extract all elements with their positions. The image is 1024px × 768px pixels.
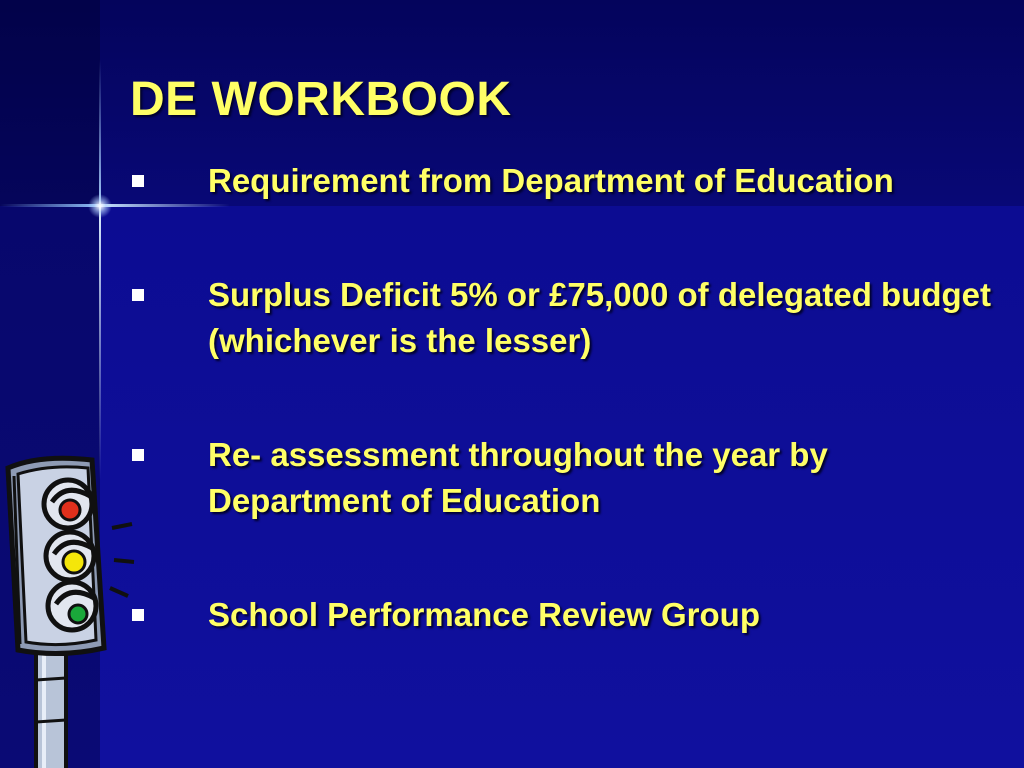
square-bullet-icon [132, 289, 144, 301]
bullet-item [128, 158, 998, 204]
bullet-list [128, 158, 998, 638]
bullet-text: Surplus Deficit 5% or £75,000 of delegated budget (whichever is the lesser) [208, 276, 992, 359]
square-bullet-icon [132, 175, 144, 187]
slide-title: DE WORKBOOK [130, 73, 512, 126]
bullet-item [128, 272, 998, 364]
sparkle-icon [88, 194, 112, 218]
bullet-text: School Performance Review Group [208, 596, 760, 633]
bullet-item [128, 592, 998, 638]
bullet-item [128, 432, 998, 524]
traffic-light-icon [0, 452, 140, 768]
bullet-text: Re- assessment throughout the year by Department of Education [208, 436, 828, 519]
vertical-glow-line [99, 60, 101, 480]
bullet-text: Requirement from Department of Education [208, 162, 894, 199]
